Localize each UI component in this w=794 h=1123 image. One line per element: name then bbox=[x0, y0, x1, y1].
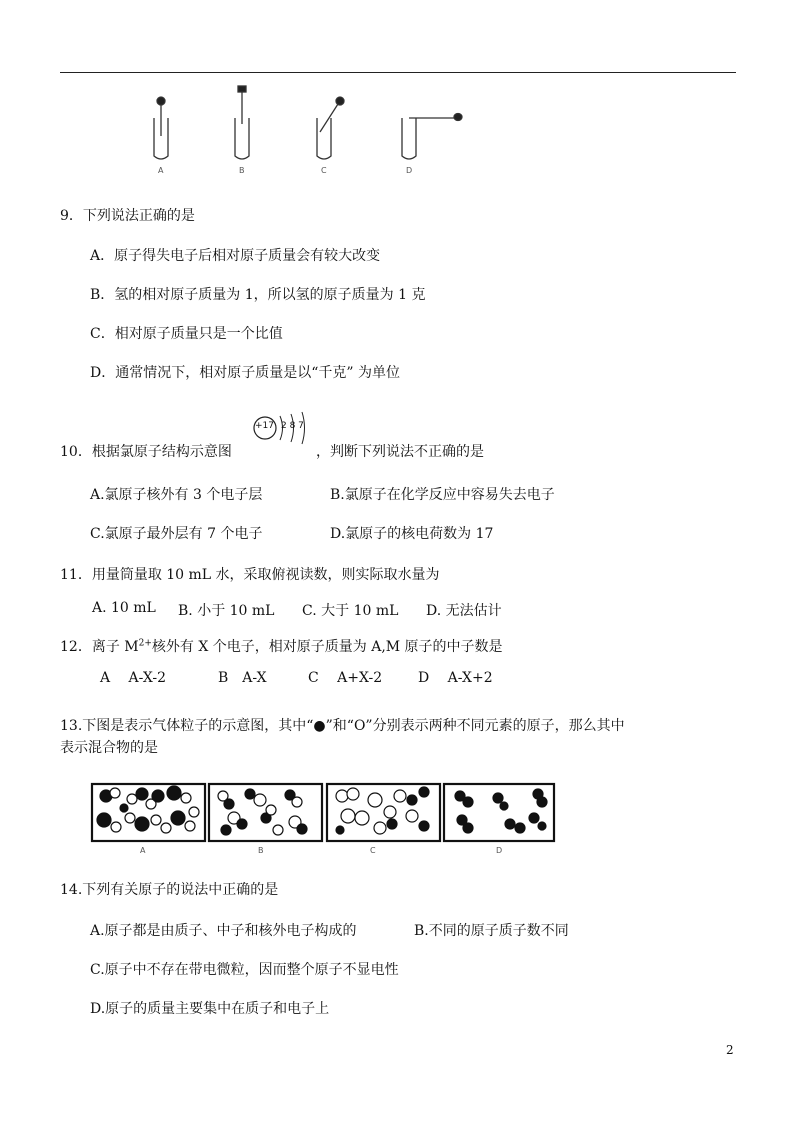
q11-option-c: C. 大于 10 mL bbox=[302, 603, 399, 619]
q10-option-b: B.氯原子在化学反应中容易失去电子 bbox=[330, 487, 555, 503]
tube-b-illustration bbox=[235, 86, 249, 159]
q12-stem-prefix: 12．离子 M bbox=[60, 639, 139, 655]
q14-option-b: B.不同的原子质子数不同 bbox=[414, 923, 569, 939]
nucleus-charge: +17 bbox=[255, 421, 274, 431]
q9-stem: 9．下列说法正确的是 bbox=[60, 208, 195, 224]
q14-option-c: C.原子中不存在带电微粒，因而整个原子不显电性 bbox=[90, 962, 399, 978]
q9-option-a: A．原子得失电子后相对原子质量会有较大改变 bbox=[90, 248, 381, 264]
electron-shells: 2 8 7 bbox=[281, 421, 304, 431]
fig8-label-a: A bbox=[158, 166, 164, 175]
q13-label-a: A bbox=[140, 846, 146, 855]
q13-stem-line1: 13.下图是表示气体粒子的示意图，其中“●”和“O”分别表示两种不同元素的原子，那么其中 bbox=[60, 718, 625, 734]
q14-stem: 14.下列有关原子的说法中正确的是 bbox=[60, 882, 279, 898]
q10-option-c: C.氯原子最外层有 7 个电子 bbox=[90, 526, 263, 542]
gas-particle-figure bbox=[90, 782, 556, 844]
fig8-label-d: D bbox=[406, 166, 413, 175]
fig8-label-c: C bbox=[321, 166, 327, 175]
header-rule bbox=[60, 72, 736, 73]
tube-d-illustration bbox=[402, 114, 462, 160]
q10-option-d: D.氯原子的核电荷数为 17 bbox=[330, 526, 494, 542]
q11-option-a: A. 10 mL bbox=[92, 600, 156, 616]
test-tube-figure bbox=[140, 82, 480, 178]
q12-option-d: D A-X+2 bbox=[418, 670, 493, 686]
q14-option-a: A.原子都是由质子、中子和核外电子构成的 bbox=[90, 923, 357, 939]
q12-option-c: C A+X-2 bbox=[308, 670, 383, 686]
q9-option-b: B．氢的相对原子质量为 1，所以氢的原子质量为 1 克 bbox=[90, 287, 426, 303]
q10-stem-start: 10．根据氯原子结构示意图 bbox=[60, 444, 232, 460]
q11-option-b: B. 小于 10 mL bbox=[178, 603, 275, 619]
ion-charge: 2+ bbox=[138, 638, 152, 649]
q9-option-d: D．通常情况下，相对原子质量是以“千克” 为单位 bbox=[90, 365, 400, 381]
q12-stem-suffix: 核外有 X 个电子，相对原子质量为 A,M 原子的中子数是 bbox=[151, 639, 503, 655]
q9-option-c: C．相对原子质量只是一个比值 bbox=[90, 326, 283, 342]
q11-stem: 11．用量筒量取 10 mL 水，采取俯视读数，则实际取水量为 bbox=[60, 567, 440, 583]
fig8-label-b: B bbox=[239, 166, 245, 175]
tube-a-illustration bbox=[154, 97, 168, 159]
q12-option-b: B A-X bbox=[218, 670, 267, 686]
q11-option-d: D. 无法估计 bbox=[426, 603, 502, 619]
tube-c-illustration bbox=[317, 97, 344, 159]
q13-label-b: B bbox=[258, 846, 264, 855]
chlorine-atom-diagram bbox=[252, 408, 316, 448]
q13-stem-line2: 表示混合物的是 bbox=[60, 740, 158, 756]
q10-option-a: A.氯原子核外有 3 个电子层 bbox=[90, 487, 263, 503]
q13-label-d: D bbox=[496, 846, 503, 855]
q12-stem bbox=[60, 636, 503, 656]
q13-label-c: C bbox=[370, 846, 376, 855]
q14-option-d: D.原子的质量主要集中在质子和电子上 bbox=[90, 1001, 330, 1017]
page-number: 2 bbox=[726, 1043, 734, 1057]
q12-option-a: A A-X-2 bbox=[100, 670, 167, 686]
q10-stem-end: ，判断下列说法不正确的是 bbox=[316, 444, 484, 460]
